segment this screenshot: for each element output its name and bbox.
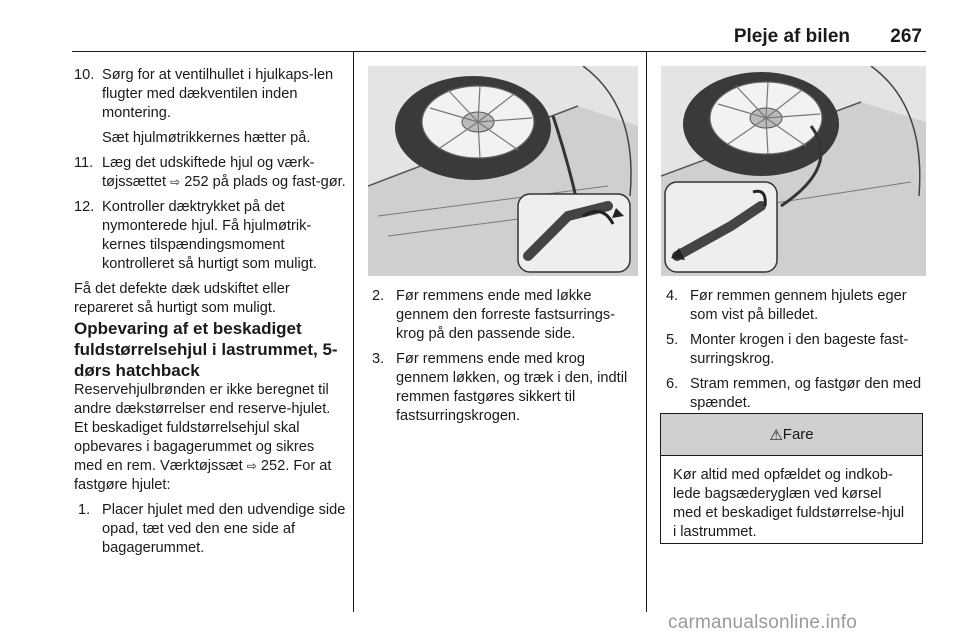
column-2	[372, 287, 637, 426]
item-number: 12.	[74, 199, 95, 215]
illustration-strap-spokes	[661, 66, 926, 276]
list-item	[78, 501, 346, 558]
paragraph-text: Reservehjulbrønden er ikke beregnet til andre dækstørrelser end reserve-hjulet. Et beskadiget fuldstørrelsehjul skal opbevares i bagagerummet og sikres med en rem. Værktøjssæt	[74, 382, 331, 474]
list-item	[74, 66, 346, 123]
reference-arrow-icon: ⇨	[246, 459, 257, 473]
watermark: carmanualsonline.info	[668, 612, 858, 633]
item-number: 3.	[372, 351, 385, 367]
reference-arrow-icon: ⇨	[170, 175, 181, 189]
header-rule	[72, 51, 926, 52]
item-number: 5.	[666, 332, 679, 348]
item-number: 10.	[74, 67, 95, 83]
column-divider-2	[646, 52, 647, 612]
list-item	[74, 154, 346, 192]
item-text: Før remmens ende med løkke gennem den forreste fastsurrings-krog på den passende side.	[396, 288, 616, 342]
item-text: Placer hjulet med den udvendige side opad, tæt ved den ene side af bagagerummet.	[102, 502, 346, 556]
column-1	[74, 66, 346, 558]
page-reference[interactable]: 252	[260, 458, 286, 474]
item-number: 6.	[666, 376, 679, 392]
item-number: 4.	[666, 288, 679, 304]
list-item	[666, 287, 928, 325]
paragraph-text: . For at fastgøre hjulet:	[74, 458, 332, 493]
page-reference[interactable]: 252	[184, 174, 209, 190]
item-text: Læg det udskiftede hjul og værk-tøjssættet	[102, 155, 315, 190]
list-item	[74, 198, 346, 274]
warning-box	[660, 413, 923, 544]
list-item	[372, 287, 637, 344]
page-header-title: Pleje af bilen	[733, 26, 850, 47]
column-divider-1	[353, 52, 354, 612]
item-text: Før remmens ende med krog gennem løkken, og træk i den, indtil remmen fastgøres sikkert til fastsurringskrogen.	[396, 351, 628, 424]
warning-triangle-icon: ⚠	[769, 426, 783, 444]
item-number: 2.	[372, 288, 385, 304]
item-text: Før remmen gennem hjulets eger som vist på billedet.	[690, 288, 907, 323]
item-text: på plads og fast-gør.	[212, 174, 346, 190]
illustration-strap-hook	[368, 66, 638, 276]
warning-title: Fare	[782, 426, 814, 443]
list-item	[666, 331, 928, 369]
item-text: Sørg for at ventilhullet i hjulkaps-len flugter med dækventilen inden montering.	[102, 67, 334, 121]
warning-text: Kør altid med opfældet og indkob-lede bagsæderyglæn ved kørsel med et beskadiget fuldstørrelse-hjul i lastrummet.	[673, 467, 905, 540]
item-number: 1.	[78, 502, 91, 518]
item-text: Stram remmen, og fastgør den med spændet.	[690, 376, 922, 411]
item-text: Monter krogen i den bageste fast-surringskrog.	[690, 332, 909, 367]
item-note: Sæt hjulmøtrikkernes hætter på.	[102, 130, 311, 146]
trunk-wheel-strap-illustration	[661, 66, 926, 276]
paragraph	[74, 381, 346, 495]
paragraph: Få det defekte dæk udskiftet eller repareret så hurtigt som muligt.	[74, 281, 290, 316]
section-subheading: Opbevaring af et beskadiget fuldstørrelsehjul i lastrummet, 5-dørs hatchback	[74, 319, 338, 380]
trunk-wheel-illustration	[368, 66, 638, 276]
list-item	[666, 375, 928, 413]
warning-header	[661, 414, 922, 456]
item-number: 11.	[74, 155, 94, 171]
list-item	[372, 350, 637, 426]
page-number: 267	[890, 26, 922, 47]
column-3	[666, 287, 928, 413]
item-text: Kontroller dæktrykket på det nymonterede hjul. Få hjulmøtrik-kernes tilspændingsmoment kontrolleret så hurtigt som muligt.	[102, 199, 317, 272]
